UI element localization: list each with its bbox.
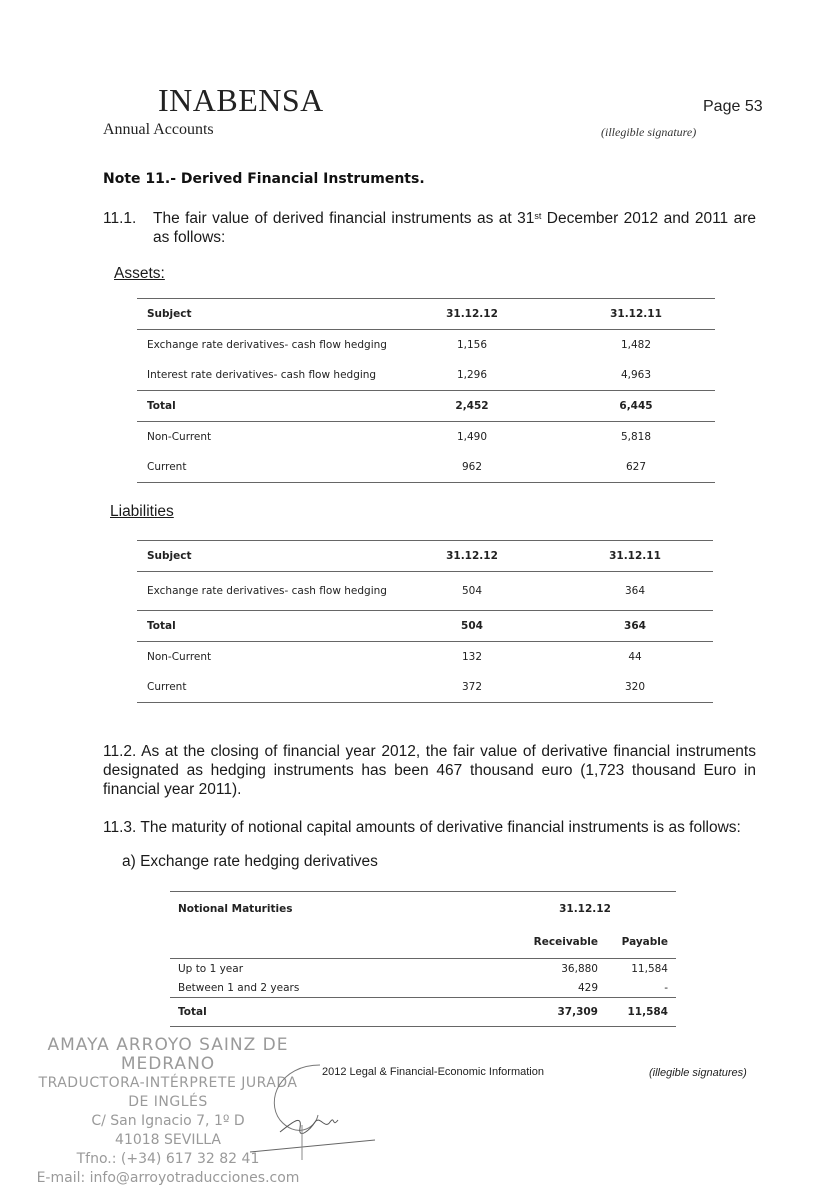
- footer-title: 2012 Legal & Financial-Economic Information: [322, 1066, 544, 1078]
- row-subject: Current: [137, 452, 387, 483]
- total-row: [137, 611, 713, 642]
- note-title: Note 11.- Derived Financial Instruments.: [103, 171, 425, 187]
- stamp-email: E-mail: info@arroyotraducciones.com: [36, 1170, 300, 1186]
- row-label: Between 1 and 2 years: [178, 981, 300, 994]
- table-row: [170, 978, 676, 998]
- column-header-2011: 31.12.11: [557, 541, 713, 572]
- column-header-2011: 31.12.11: [557, 299, 715, 330]
- row-value-2012: 1,156: [456, 339, 488, 351]
- table-row: [170, 959, 676, 979]
- current-row: [137, 672, 713, 703]
- total-label: Total: [178, 1006, 207, 1018]
- stamp-city: 41018 SEVILLA: [115, 1132, 221, 1148]
- total-2011: 6,445: [557, 391, 715, 422]
- assets-table: [137, 298, 715, 483]
- stamp-address: C/ San Ignacio 7, 1º D: [91, 1113, 245, 1129]
- section-11-3-text: 11.3. The maturity of notional capital amounts of derivative financial instruments is as follows:: [103, 819, 741, 836]
- section-11-1-text-part: December 2012 and 2011 are as follows:: [153, 210, 756, 246]
- stamp-title: TRADUCTORA-INTÉRPRETE JURADA DE INGLÉS: [38, 1075, 298, 1110]
- table-subheader-row: [170, 926, 676, 959]
- non-current-row: [137, 642, 713, 673]
- row-value-2012: 504: [461, 585, 483, 597]
- section-11-2-text: 11.2. As at the closing of financial year 2012, the fair value of derivative financial instruments designated as hedging instruments has been 467 thousand euro (1,723 thousand Euro in financial year 2011).: [103, 743, 756, 798]
- column-header-receivable: Receivable: [533, 936, 598, 948]
- row-label: Up to 1 year: [178, 962, 244, 975]
- ordinal-suffix: st: [534, 211, 542, 221]
- row-subject: Non-Current: [147, 651, 212, 663]
- row-value-2012: 1,490: [456, 431, 488, 443]
- row-subject: Exchange rate derivatives- cash flow hedging: [147, 339, 387, 351]
- section-11-1-text: [153, 209, 756, 247]
- header-signature-note: (illegible signature): [601, 125, 697, 139]
- row-value-2011: 44: [628, 651, 642, 663]
- table-header-row: [170, 892, 676, 927]
- table-header-row: [137, 541, 713, 572]
- non-current-row: [137, 422, 715, 453]
- column-header-subject: Subject: [137, 541, 387, 572]
- row-subject: Non-Current: [147, 431, 212, 443]
- row-payable: -: [664, 981, 668, 994]
- column-header-subject: Subject: [137, 299, 387, 330]
- assets-heading: Assets:: [114, 265, 165, 282]
- row-value-2011: 4,963: [620, 369, 652, 381]
- row-value-2012: 372: [387, 672, 557, 703]
- row-receivable: 36,880: [561, 962, 598, 975]
- section-11-3-subheading: a) Exchange rate hedging derivatives: [122, 853, 378, 870]
- total-label: Total: [137, 611, 387, 642]
- total-label: Total: [137, 391, 387, 422]
- total-payable: 11,584: [627, 1006, 668, 1018]
- row-value-2011: 320: [557, 672, 713, 703]
- table-row: [137, 330, 715, 361]
- row-value-2011: 364: [624, 585, 646, 597]
- row-subject: Interest rate derivatives- cash flow hedging: [147, 369, 377, 381]
- row-value-2011: 627: [557, 452, 715, 483]
- liabilities-table: [137, 540, 713, 703]
- total-receivable: 37,309: [557, 1006, 598, 1018]
- total-2011: 364: [557, 611, 713, 642]
- row-payable: 11,584: [631, 962, 668, 975]
- row-value-2011: 5,818: [620, 431, 652, 443]
- row-subject: Exchange rate derivatives- cash flow hedging: [147, 585, 387, 597]
- total-row: [170, 998, 676, 1027]
- stamp-phone: Tfno.: (+34) 617 32 82 41: [76, 1151, 260, 1167]
- column-header-payable: Payable: [621, 936, 668, 948]
- total-2012: 504: [387, 611, 557, 642]
- row-receivable: 429: [577, 981, 598, 994]
- column-header-date: 31.12.12: [559, 903, 611, 915]
- total-2012: 2,452: [387, 391, 557, 422]
- liabilities-heading: Liabilities: [110, 503, 174, 520]
- table-row: [137, 360, 715, 391]
- column-header-2012: 31.12.12: [387, 541, 557, 572]
- footer-signatures-note: (illegible signatures): [649, 1067, 747, 1079]
- table-header-row: [137, 299, 715, 330]
- notional-maturities-table: [170, 891, 676, 1027]
- row-value-2012: 962: [387, 452, 557, 483]
- column-header-maturities: Notional Maturities: [178, 903, 293, 915]
- table-row: [137, 572, 713, 611]
- company-logo: INABENSA: [158, 82, 324, 118]
- row-value-2012: 1,296: [456, 369, 488, 381]
- current-row: [137, 452, 715, 483]
- row-value-2012: 132: [461, 651, 483, 663]
- row-subject: Current: [137, 672, 387, 703]
- section-11-1-number: 11.1.: [103, 210, 137, 227]
- row-value-2011: 1,482: [620, 339, 652, 351]
- stamp-name: AMAYA ARROYO SAINZ DE MEDRANO: [47, 1035, 289, 1074]
- section-11-1-text-part: The fair value of derived financial instruments as at 31: [153, 210, 535, 227]
- total-row: [137, 391, 715, 422]
- page-number: Page 53: [703, 98, 763, 115]
- column-header-2012: 31.12.12: [387, 299, 557, 330]
- document-subtitle: Annual Accounts: [103, 121, 214, 138]
- empty-cell: [170, 926, 510, 959]
